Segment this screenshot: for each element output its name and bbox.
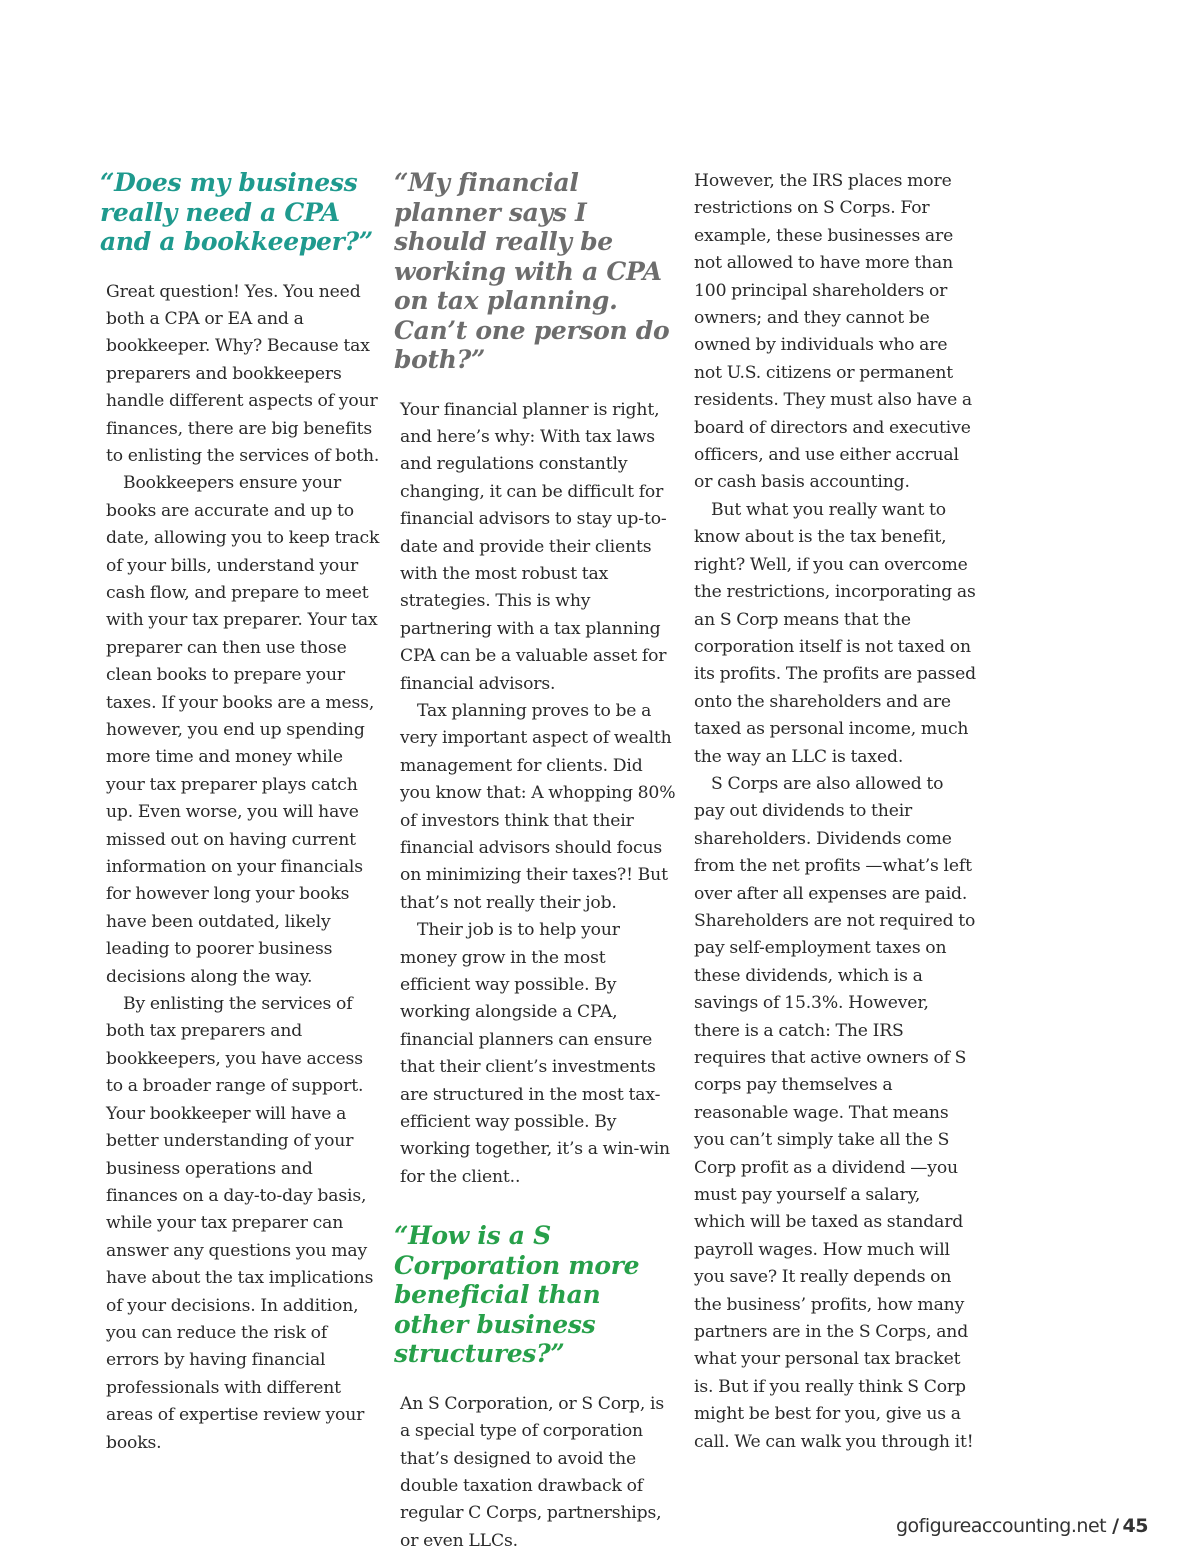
- paragraph: Bookkeepers ensure your books are accurate and up to date, allowing you to keep track of your bills, understand your cash flow, and prepare to meet with your tax preparer. Your tax preparer can then use those clean books to prepare your taxes. If your books are a mess, however, you end up spending more time and money while your tax preparer plays catch up. Even worse, you will have missed out on having current information on your financials for however long your books have been outdated, likely leading to poorer business decisions along the way.: [106, 473, 380, 987]
- paragraph: Tax planning proves to be a very important aspect of wealth management for clients. Did you know that: A whopping 80% of investors think that their financial advisors should focus on minimizing their taxes?! But that’s not really their job.: [400, 700, 676, 913]
- paragraph: But what you really want to know about is the tax benefit, right? Well, if you can overcome the restrictions, incorporating as an S Corp means that the corporation itself is not taxed on its profits. The profits are passed onto the shareholders and are taxed as personal income, much the way an LLC is taxed.: [694, 499, 976, 767]
- column-3: [694, 168, 976, 1456]
- paragraph: An S Corporation, or S Corp, is a special type of corporation that’s designed to avoid the double taxation drawback of regular C Corps, partnerships, or even LLCs.: [400, 1393, 665, 1551]
- paragraph: Great question! Yes. You need both a CPA or EA and a bookkeeper. Why? Because tax preparers and bookkeepers handle different aspects of your finances, there are big benefits to enlisting the services of both.: [106, 281, 380, 466]
- paragraph: However, the IRS places more restrictions on S Corps. For example, these businesses are not allowed to have more than 100 principal shareholders or owners; and they cannot be owned by individuals who are not U.S. citizens or permanent residents. They must also have a board of directors and executive officers, and use either accrual or cash basis accounting.: [694, 171, 973, 493]
- question-heading-financial-planner: “My financial planner says I should really be working with a CPA on tax planning. Can’t one person do both?”: [394, 168, 670, 374]
- question-heading-s-corporation: “How is a S Corporation more beneficial than other business structures?”: [394, 1221, 640, 1369]
- footer-separator: /: [1112, 1515, 1119, 1537]
- paragraph: S Corps are also allowed to pay out dividends to their shareholders. Dividends come from the net profits —what’s left over after all expenses are paid. Shareholders are not required to pay self-employment taxes on these dividends, which is a savings of 15.3%. However, there is a catch: The IRS requires that active owners of S corps pay themselves a reasonable wage. That means you can’t simply take all the S Corp profit as a dividend —you must pay yourself a salary, which will be taxed as standard payroll wages. How much will you save? It really depends on the business’ profits, how many partners are in the S Corps, and what your personal tax bracket is. But if you really think S Corp might be best for you, give us a call. We can walk you through it!: [694, 773, 976, 1452]
- paragraph: By enlisting the services of both tax preparers and bookkeepers, you have access to a broader range of support. Your bookkeeper will have a better understanding of your business operations and finances on a day-to-day basis, while your tax preparer can answer any questions you may have about the tax implications of your decisions. In addition, you can reduce the risk of errors by having financial professionals with different areas of expertise review your books.: [106, 994, 374, 1453]
- paragraph: Your financial planner is right, and here’s why: With tax laws and regulations constantly changing, it can be difficult for financial advisors to stay up-to-date and provide their clients with the most robust tax strategies. This is why partnering with a tax planning CPA can be a valuable asset for financial advisors.: [400, 399, 667, 694]
- column-2: [394, 168, 678, 1555]
- column-1: [100, 168, 384, 1457]
- website-link[interactable]: gofigureaccounting.net: [895, 1515, 1107, 1537]
- page-number: 45: [1122, 1515, 1148, 1537]
- question-heading-cpa-bookkeeper: “Does my business really need a CPA and a bookkeeper?”: [100, 168, 373, 256]
- page-footer: [896, 1515, 1148, 1537]
- paragraph: Their job is to help your money grow in the most efficient way possible. By working alongside a CPA, financial planners can ensure that their client’s investments are structured in the most tax-efficient way possible. By working together, it’s a win-win for the client..: [400, 920, 670, 1187]
